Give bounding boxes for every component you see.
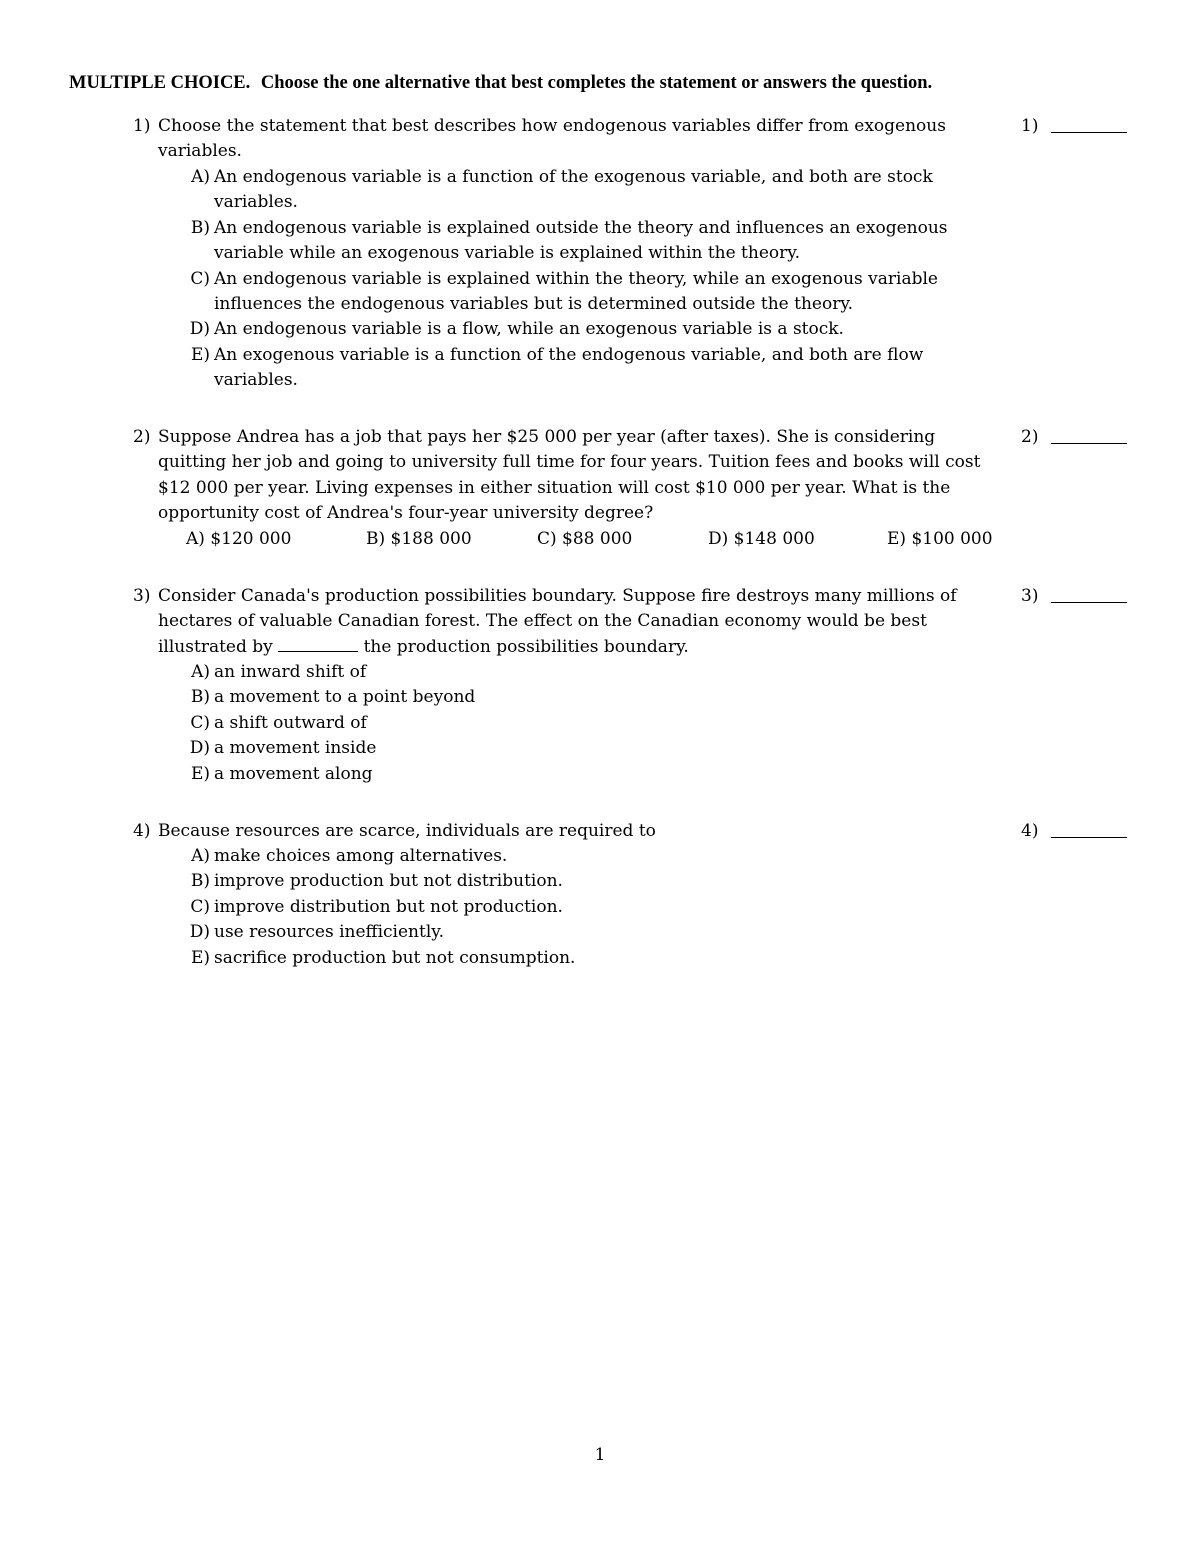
- option-text: An endogenous variable is a flow, while an exogenous variable is a stock.: [214, 319, 844, 340]
- option-text: a movement along: [214, 763, 373, 784]
- option-b[interactable]: [0, 216, 1200, 267]
- option-e[interactable]: [0, 946, 1200, 971]
- option-e[interactable]: [0, 343, 1200, 394]
- option-e[interactable]: [0, 762, 1200, 787]
- section-header: [69, 71, 1169, 95]
- option-b[interactable]: [366, 527, 472, 552]
- option-text: make choices among alternatives.: [214, 846, 508, 866]
- question-number: 1): [133, 116, 151, 136]
- option-letter: B): [190, 217, 210, 238]
- answer-line[interactable]: [1051, 114, 1127, 133]
- fill-in-blank: [278, 637, 358, 652]
- option-list: [0, 165, 1200, 394]
- option-letter: D): [708, 529, 729, 549]
- option-d[interactable]: [0, 317, 1200, 342]
- answer-slot[interactable]: [1021, 425, 1131, 450]
- option-text: An exogenous variable is a function of the endogenous variable, and both are flow variables.: [214, 344, 924, 391]
- option-text: improve distribution but not production.: [214, 896, 563, 917]
- option-text: a movement inside: [214, 738, 377, 759]
- option-letter: A): [191, 167, 210, 187]
- option-text: an inward shift of: [214, 662, 367, 682]
- answer-line[interactable]: [1051, 819, 1127, 838]
- option-list: [0, 660, 1200, 787]
- option-text: An endogenous variable is explained within the theory, while an exogenous variable influences the endogenous variables but is determined outside the theory.: [214, 268, 938, 315]
- option-list: [0, 844, 1200, 971]
- page-number: 1: [594, 1445, 606, 1465]
- option-text: An endogenous variable is a function of the exogenous variable, and both are stock variables.: [214, 167, 933, 213]
- option-letter: A): [191, 662, 210, 682]
- question-number: 4): [133, 821, 151, 841]
- question-text-before-blank: Consider Canada's production possibilities boundary. Suppose fire destroys many millions of hectares of valuable Canadian forest. The effect on the Canadian economy would be best illustrated by: [158, 586, 957, 657]
- option-c[interactable]: [537, 527, 632, 552]
- section-instruction: Choose the one alternative that best completes the statement or answers the question.: [260, 73, 933, 93]
- option-text: use resources inefficiently.: [214, 922, 445, 943]
- question-text: Because resources are scarce, individuals are required to: [158, 821, 656, 841]
- option-text: improve production but not distribution.: [214, 871, 563, 892]
- option-letter: C): [190, 268, 210, 289]
- answer-slot[interactable]: [1021, 114, 1131, 139]
- option-letter: E): [190, 947, 210, 968]
- answer-line[interactable]: [1051, 425, 1127, 444]
- question-number: 2): [133, 427, 151, 447]
- option-list: [0, 527, 1200, 553]
- answer-slot-number: 3): [1021, 586, 1039, 606]
- option-letter: A): [186, 529, 205, 549]
- option-text: sacrifice production but not consumption.: [214, 947, 576, 968]
- option-d[interactable]: [0, 920, 1200, 945]
- option-d[interactable]: [708, 527, 815, 552]
- question-text: [158, 584, 1003, 660]
- option-c[interactable]: [0, 895, 1200, 920]
- option-text: a movement to a point beyond: [214, 687, 476, 708]
- option-d[interactable]: [0, 736, 1200, 761]
- option-letter: E): [190, 344, 210, 365]
- option-a[interactable]: [0, 165, 1200, 216]
- option-letter: E): [190, 763, 210, 784]
- option-letter: E): [887, 529, 907, 549]
- option-letter: C): [537, 529, 557, 549]
- option-a[interactable]: [0, 660, 1200, 685]
- option-b[interactable]: [0, 685, 1200, 710]
- option-letter: A): [191, 846, 210, 866]
- option-text: $100 000: [911, 529, 993, 549]
- answer-line[interactable]: [1051, 584, 1127, 603]
- option-letter: D): [189, 922, 210, 943]
- option-letter: C): [190, 896, 210, 917]
- option-e[interactable]: [887, 527, 993, 552]
- option-text: $188 000: [390, 529, 472, 549]
- question-text: Choose the statement that best describes how endogenous variables differ from exogenous variables.: [158, 116, 946, 162]
- option-c[interactable]: [0, 711, 1200, 736]
- option-letter: B): [190, 871, 210, 892]
- option-a[interactable]: [186, 527, 291, 552]
- answer-slot-number: 2): [1021, 427, 1039, 447]
- option-text: a shift outward of: [214, 712, 367, 733]
- option-letter: D): [189, 738, 210, 759]
- option-text: $120 000: [210, 529, 292, 549]
- question-text: Suppose Andrea has a job that pays her $25 000 per year (after taxes). She is considering quitting her job and going to university full time for four years. Tuition fees and books will cost $12 000 per year. Living expenses in either situation will cost $10 000 per year. What is the opportunity cost of Andrea's four-year university degree?: [158, 427, 981, 524]
- answer-slot[interactable]: [1021, 819, 1131, 844]
- answer-slot-number: 1): [1021, 116, 1039, 136]
- option-b[interactable]: [0, 869, 1200, 894]
- option-letter: C): [190, 712, 210, 733]
- option-letter: D): [189, 319, 210, 340]
- section-title: MULTIPLE CHOICE.: [69, 73, 251, 93]
- option-text: $88 000: [562, 529, 633, 549]
- question-number: 3): [133, 586, 151, 606]
- option-text: An endogenous variable is explained outside the theory and influences an exogenous variable while an exogenous variable is explained within the theory.: [214, 217, 948, 264]
- option-a[interactable]: [0, 844, 1200, 869]
- answer-slot-number: 4): [1021, 821, 1039, 841]
- option-c[interactable]: [0, 267, 1200, 318]
- option-letter: B): [366, 529, 386, 549]
- option-text: $148 000: [733, 529, 815, 549]
- answer-slot[interactable]: [1021, 584, 1131, 609]
- question-text-after-blank: the production possibilities boundary.: [363, 636, 689, 657]
- option-letter: B): [190, 687, 210, 708]
